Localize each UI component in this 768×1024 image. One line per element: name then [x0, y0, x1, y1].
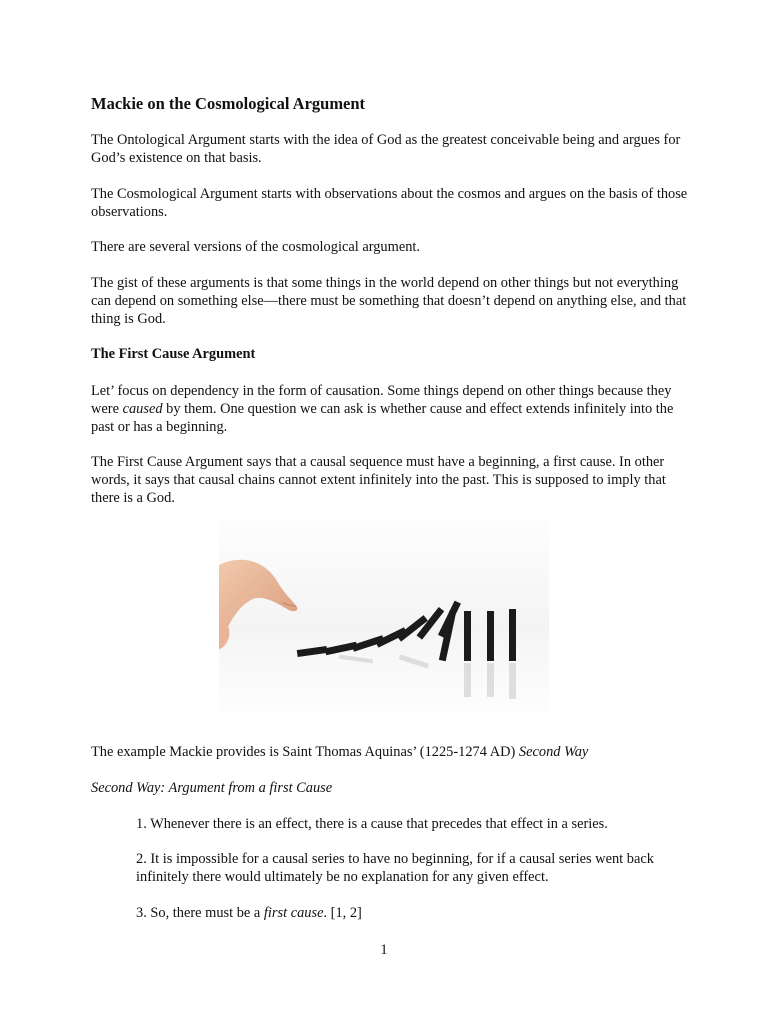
paragraph-example-text: The example Mackie provides is Saint Thomas Aquinas’ (1225-1274 AD)	[91, 744, 519, 760]
paragraph-first-cause: The First Cause Argument says that a causal sequence must have a beginning, a first cause. In other words, it says that causal chains cannot extent infinitely into the past. This is supposed to imply that there is a God.	[91, 454, 666, 506]
paragraph-cosmological: The Cosmological Argument starts with observations about the cosmos and argues on the basis of those observations.	[91, 186, 688, 220]
paragraph-versions: There are several versions of the cosmological argument.	[91, 239, 420, 255]
dominoes-falling-hand-image	[219, 503, 549, 725]
premise-3	[136, 904, 691, 922]
emphasis-first-cause: first cause	[263, 905, 324, 921]
premise-3-text-2: . [1, 2]	[323, 905, 362, 921]
section-heading-first-cause: The First Cause Argument	[91, 346, 256, 362]
premise-2: 2. It is impossible for a causal series to have no beginning, for if a causal series went back infinitely there would ultimately be no explanation for any given effect.	[136, 851, 654, 885]
paragraph-example	[91, 743, 691, 761]
emphasis-second-way: Second Way	[518, 744, 589, 760]
page-number: 1	[380, 942, 388, 958]
premise-3-text-1: 3. So, there must be a	[136, 905, 264, 921]
paragraph-dependency-text-2: by them. One question we can ask is whether cause and effect extends infinitely into the past or has a beginning.	[91, 401, 674, 435]
paragraph-dependency-text-1: Let’ focus on dependency in the form of causation. Some things depend on other things because they were	[91, 383, 672, 417]
document-title: Mackie on the Cosmological Argument	[91, 94, 366, 113]
second-way-title: Second Way: Argument from a first Cause	[91, 780, 333, 796]
paragraph-ontological: The Ontological Argument starts with the idea of God as the greatest conceivable being and argues for God’s existence on that basis.	[91, 132, 681, 166]
premise-1: 1. Whenever there is an effect, there is a cause that precedes that effect in a series.	[136, 816, 608, 832]
emphasis-caused: caused	[122, 401, 163, 417]
paragraph-gist: The gist of these arguments is that some things in the world depend on other things but not everything can depend on something else—there must be something that doesn’t depend on anything else, and that thing is God.	[91, 275, 687, 327]
paragraph-dependency	[91, 382, 691, 436]
